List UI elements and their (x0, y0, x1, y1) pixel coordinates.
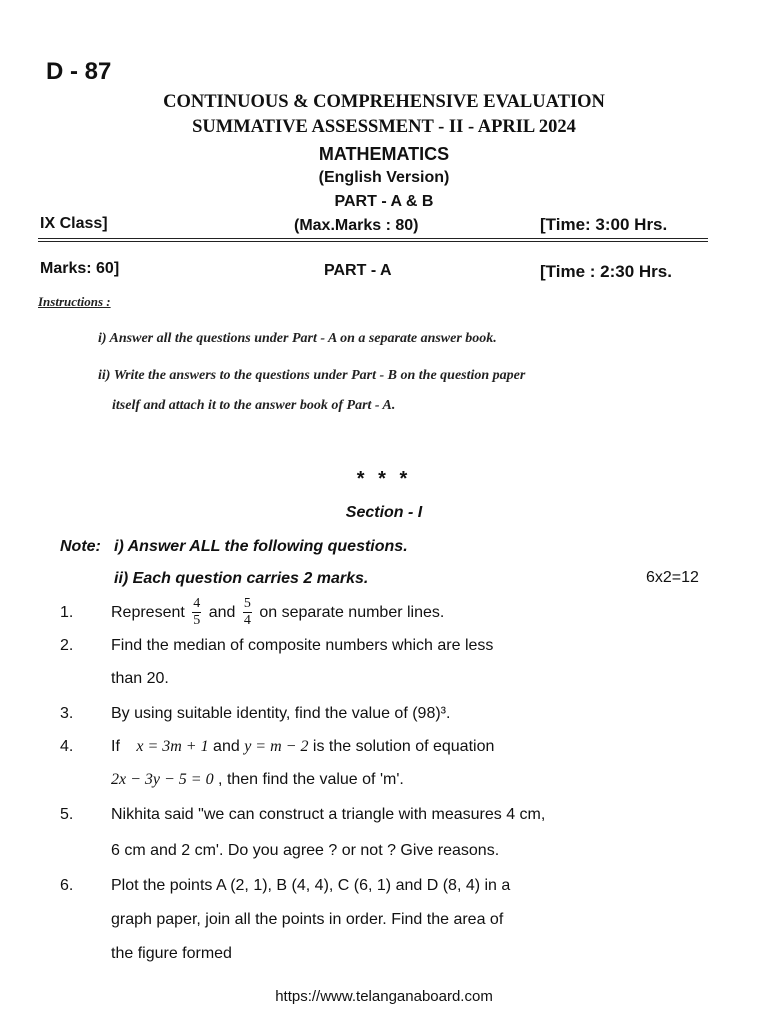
question-number: 1. (60, 604, 74, 621)
question-number: 3. (60, 705, 74, 722)
paper-code: D - 87 (46, 58, 112, 85)
section-title: Section - I (345, 504, 423, 521)
note-label: Note: (60, 538, 101, 555)
fraction-denominator: 5 (193, 613, 201, 629)
version-label: (English Version) (318, 169, 450, 186)
equation-y: y = m − 2 (244, 738, 309, 755)
parts-label: PART - A & B (334, 193, 434, 210)
part-a-time: [Time : 2:30 Hrs. (540, 262, 672, 281)
question-4-line-1 (111, 738, 494, 756)
q4-text-post: is the solution of equation (312, 738, 495, 755)
part-a-title: PART - A (324, 262, 392, 279)
question-number: 5. (60, 806, 74, 823)
divider-2 (38, 241, 708, 242)
question-4-line-2 (111, 771, 404, 789)
instruction-2: ii) Write the answers to the questions under Part - B on the question paper (98, 368, 526, 383)
instructions-heading: Instructions : (38, 294, 111, 309)
question-6-line-1: Plot the points A (2, 1), B (4, 4), C (6, 1) and D (8, 4) in a (111, 877, 511, 894)
q1-text-pre: Represent (111, 604, 185, 621)
question-6-line-2: graph paper, join all the points in order. Find the area of (111, 911, 504, 928)
equation-main: 2x − 3y − 5 = 0 (111, 771, 214, 788)
question-number: 4. (60, 738, 74, 755)
question-6-line-3: the figure formed (111, 945, 232, 962)
fraction-numerator: 5 (243, 596, 251, 612)
question-3: By using suitable identity, find the value of (98)³. (111, 705, 451, 722)
question-2-line-2: than 20. (111, 670, 169, 687)
question-number: 6. (60, 877, 74, 894)
fraction-numerator: 4 (193, 596, 201, 612)
subject-title: MATHEMATICS (318, 144, 450, 164)
q1-text-mid: and (208, 604, 236, 621)
section-marks: 6x2=12 (646, 569, 699, 586)
note-1: i) Answer ALL the following questions. (114, 538, 408, 555)
question-5-line-2: 6 cm and 2 cm'. Do you agree ? or not ? Give reasons. (111, 842, 500, 859)
divider-1 (38, 238, 708, 239)
equation-x: x = 3m + 1 (136, 738, 209, 755)
question-5-line-1: Nikhita said "we can construct a triangle with measures 4 cm, (111, 806, 546, 823)
fraction-denominator: 4 (243, 613, 251, 629)
fraction-4-5 (192, 596, 201, 629)
q4-text-mid: and (213, 738, 240, 755)
header-line-2: SUMMATIVE ASSESSMENT - II - APRIL 2024 (192, 117, 576, 137)
header-line-1: CONTINUOUS & COMPREHENSIVE EVALUATION (163, 92, 605, 112)
note-2: ii) Each question carries 2 marks. (114, 570, 369, 587)
part-a-marks: Marks: 60] (40, 260, 120, 277)
question-number: 2. (60, 637, 74, 654)
instruction-2-cont: itself and attach it to the answer book of Part - A. (112, 398, 396, 413)
total-time: [Time: 3:00 Hrs. (540, 215, 668, 234)
q4-text-pre: If (111, 738, 120, 755)
question-1 (111, 588, 444, 638)
footer-url[interactable]: https://www.telanganaboard.com (275, 988, 493, 1005)
class-label: IX Class] (40, 215, 108, 232)
instruction-1: i) Answer all the questions under Part - A on a separate answer book. (98, 331, 497, 346)
max-marks: (Max.Marks : 80) (294, 217, 419, 234)
q4-text-post2: , then find the value of 'm'. (218, 771, 404, 788)
fraction-5-4 (243, 596, 252, 629)
q1-text-post: on separate number lines. (259, 604, 445, 621)
stars-divider: * * * (356, 468, 412, 490)
question-2-line-1: Find the median of composite numbers which are less (111, 637, 494, 654)
